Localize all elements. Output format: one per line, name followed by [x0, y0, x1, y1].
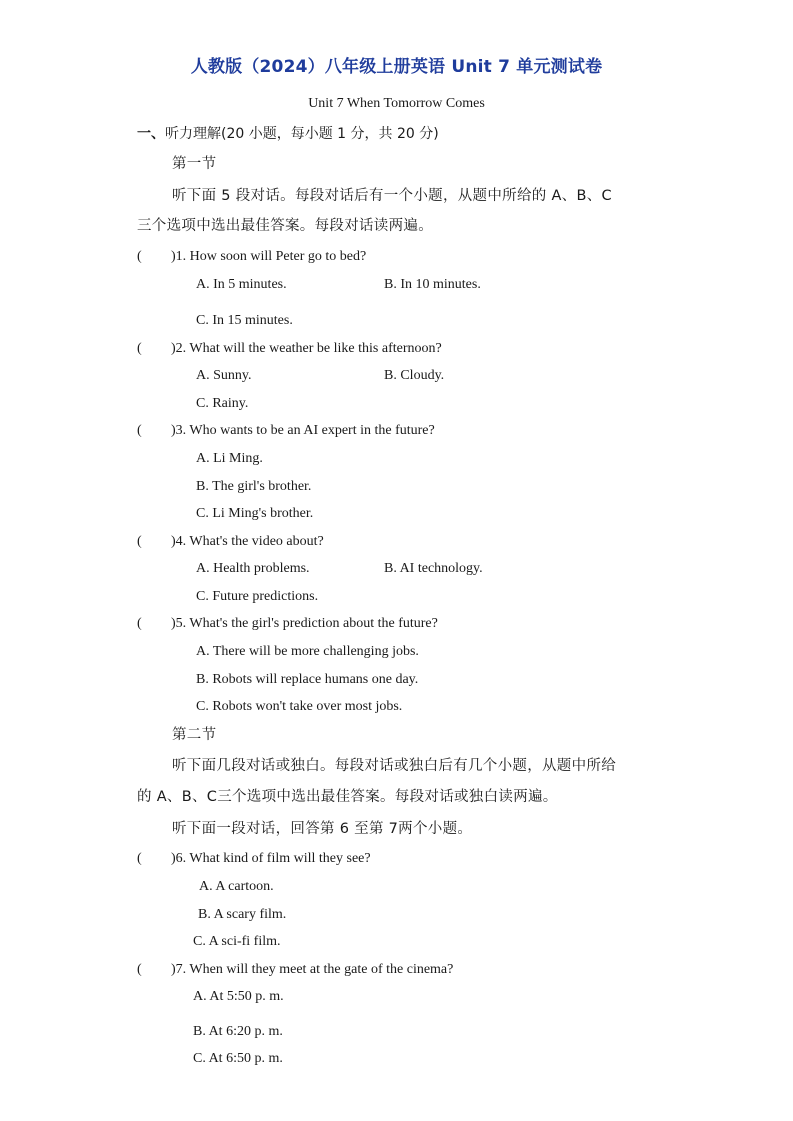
part-heading-text: 听力理解(20 小题，每小题 1 分，共 20 分): [165, 126, 439, 142]
option-b: B. A scary film.: [198, 907, 287, 922]
option-b: B. Cloudy.: [384, 368, 445, 383]
paren-open: (: [137, 962, 142, 977]
option-c: C. At 6:50 p. m.: [193, 1051, 283, 1066]
question-text: 4. What's the video about?: [175, 534, 324, 549]
page-title: 人教版（2024）八年级上册英语 Unit 7 单元测试卷: [190, 57, 603, 77]
question-text: 1. How soon will Peter go to bed?: [175, 249, 367, 264]
paren-open: (: [137, 423, 142, 438]
option-b: B. In 10 minutes.: [384, 277, 481, 292]
question-5: [137, 615, 438, 633]
answer-blank[interactable]: [137, 340, 171, 358]
answer-blank[interactable]: [137, 248, 171, 266]
answer-blank[interactable]: [137, 422, 171, 440]
paren-close: ): [171, 341, 176, 356]
option-c: C. Robots won't take over most jobs.: [196, 699, 403, 714]
option-a: A. There will be more challenging jobs.: [196, 644, 419, 659]
question-text: 7. When will they meet at the gate of the cinema?: [175, 962, 454, 977]
paren-open: (: [137, 249, 142, 264]
paren-open: (: [137, 851, 142, 866]
option-b: B. At 6:20 p. m.: [193, 1024, 283, 1039]
part-heading: [137, 125, 439, 143]
instruction-line: 听下面 5 段对话。每段对话后有一个小题，从题中所给的 A、B、C: [172, 188, 612, 204]
section-label: 第一节: [172, 156, 217, 172]
option-a: A. Li Ming.: [196, 451, 263, 466]
answer-blank[interactable]: [137, 961, 171, 979]
option-a: A. A cartoon.: [199, 879, 274, 894]
question-4: [137, 533, 324, 551]
question-6: [137, 850, 371, 868]
paren-close: ): [171, 534, 176, 549]
option-c: C. In 15 minutes.: [196, 313, 293, 328]
answer-blank[interactable]: [137, 850, 171, 868]
option-b: B. The girl's brother.: [196, 479, 312, 494]
instruction-line: 听下面一段对话，回答第 6 至第 7两个小题。: [172, 821, 473, 837]
question-2: [137, 340, 442, 358]
question-text: 6. What kind of film will they see?: [175, 851, 371, 866]
question-7: [137, 961, 453, 979]
option-c: C. Rainy.: [196, 396, 249, 411]
option-c: C. A sci-fi film.: [193, 934, 281, 949]
part-number: 一、: [137, 126, 165, 142]
section-label: 第二节: [172, 727, 217, 743]
question-3: [137, 422, 435, 440]
option-b: B. Robots will replace humans one day.: [196, 672, 419, 687]
option-b: B. AI technology.: [384, 561, 483, 576]
paren-close: ): [171, 851, 176, 866]
instruction-line: 三个选项中选出最佳答案。每段对话读两遍。: [137, 218, 433, 234]
paren-close: ): [171, 249, 176, 264]
paren-open: (: [137, 341, 142, 356]
answer-blank[interactable]: [137, 615, 171, 633]
paren-open: (: [137, 616, 142, 631]
instruction-line: 的 A、B、C三个选项中选出最佳答案。每段对话或独白读两遍。: [137, 789, 558, 805]
question-1: [137, 248, 366, 266]
instruction-line: 听下面几段对话或独白。每段对话或独白后有几个小题，从题中所给: [172, 758, 616, 774]
option-a: A. Health problems.: [196, 561, 310, 576]
option-c: C. Future predictions.: [196, 589, 319, 604]
question-text: 2. What will the weather be like this afternoon?: [175, 341, 442, 356]
option-a: A. In 5 minutes.: [196, 277, 287, 292]
paren-close: ): [171, 423, 176, 438]
paren-open: (: [137, 534, 142, 549]
question-text: 3. Who wants to be an AI expert in the future?: [175, 423, 435, 438]
paren-close: ): [171, 962, 176, 977]
paren-close: ): [171, 616, 176, 631]
option-c: C. Li Ming's brother.: [196, 506, 314, 521]
question-text: 5. What's the girl's prediction about the future?: [175, 616, 438, 631]
unit-subtitle: Unit 7 When Tomorrow Comes: [308, 96, 485, 111]
answer-blank[interactable]: [137, 533, 171, 551]
option-a: A. Sunny.: [196, 368, 252, 383]
option-a: A. At 5:50 p. m.: [193, 989, 284, 1004]
